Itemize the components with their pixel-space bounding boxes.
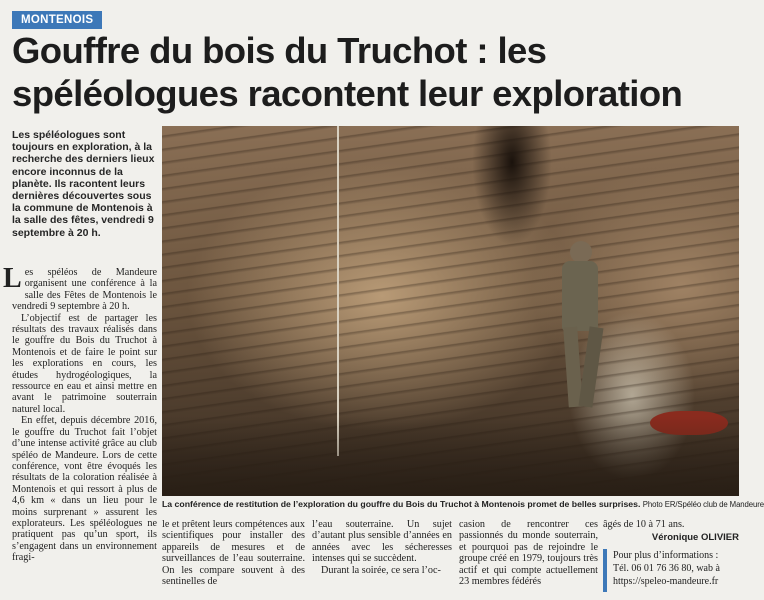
climbing-rope [337,126,339,456]
column-4-text: casion de rencontrer ces passionnés du monde souterrain, et pourquoi pas de rejoindre le groupe créé en 1979, toujours très actif et qui compte actuellement 23 membres fédérés [459,519,598,588]
column-3-paragraph-1: l’eau souterraine. Un sujet d’autant plus sensible d’années en années avec les sécheresses intenses qui se succèdent. [312,519,452,565]
caver-figure [552,241,612,416]
intro-lede: Les spéléologues sont toujours en exploration, à la recherche des derniers lieux encore inconnus de la planète. Ils racontent leurs dernières découvertes sous la commune de Montenois à la salle des fêtes, vendredi 9 septembre à 20 h. [12,129,155,239]
caver-leg [579,326,604,407]
article-column-1 [3,263,157,564]
column-5-text: âgés de 10 à 71 ans. [603,519,685,530]
article-column-4 [459,519,598,587]
body-paragraph-3: En effet, depuis décembre 2016, le gouffre du Truchot fait l’objet d’une intense activité grâce au club spéléo de Mandeure. Lors de cette conférence, vont être évoqués les résultats de la coloration réalisée à Montenois et qui ressort à plus de 4,6 km « dans un lieu pour le moins surprenant » assurent les explorateurs. Les spéléologues ne pratiquent pas qu’un sport, ils s’engagent dans un environnement fragi- [12,415,157,564]
cave-photo [162,126,739,496]
info-line-1: Pour plus d’informations : [613,550,719,561]
photo-credit: Photo ER/Spéléo club de Mandeure [642,500,764,509]
info-box [603,549,751,592]
cave-floor [162,416,739,496]
body-paragraph-1: es spéléos de Mandeure organisent une conférence à la salle des Fêtes de Montenois le vendredi 9 septembre à 20 h. [12,267,157,313]
caver-helmet [570,241,592,263]
headline-line-2: spéléologues racontent leur exploration [12,73,683,114]
photo-caption [162,497,764,512]
body-paragraph-2: L’objectif est de partager les résultats des travaux réalisés dans le gouffre du Bois du Truchot à Montenois et de faire le point sur les explorations en cours, les études hydrogéologiques, la ressource en eau et ainsi mettre en avant le patrimoine souterrain naturel local. [12,312,157,415]
dropcap: L [3,263,22,294]
info-phone: Tél. 06 01 76 36 80, wab à [613,563,720,574]
info-website-link[interactable]: https://speleo-mandeure.fr [613,576,719,587]
article-column-3 [312,519,452,576]
column-3-paragraph-2: Durant la soirée, ce sera l’oc- [321,564,441,576]
section-tag: MONTENOIS [12,11,102,29]
article-column-2 [162,519,305,587]
cave-shaft [472,126,552,246]
caption-text: La conférence de restitution de l’exploration du gouffre du Bois du Truchot à Montenois promet de belles surprises. [162,499,641,509]
author-signature: Véronique OLIVIER [651,532,739,543]
article-column-5 [603,519,743,530]
column-2-text: le et prêtent leurs compétences aux scientifiques pour installer des appareils de mesures et de surveillances de l’eau souterraine. On les compare souvent à des sentinelles de [162,519,305,588]
caver-torso [562,261,598,331]
headline [12,29,747,115]
headline-line-1: Gouffre du bois du Truchot : les [12,30,547,71]
